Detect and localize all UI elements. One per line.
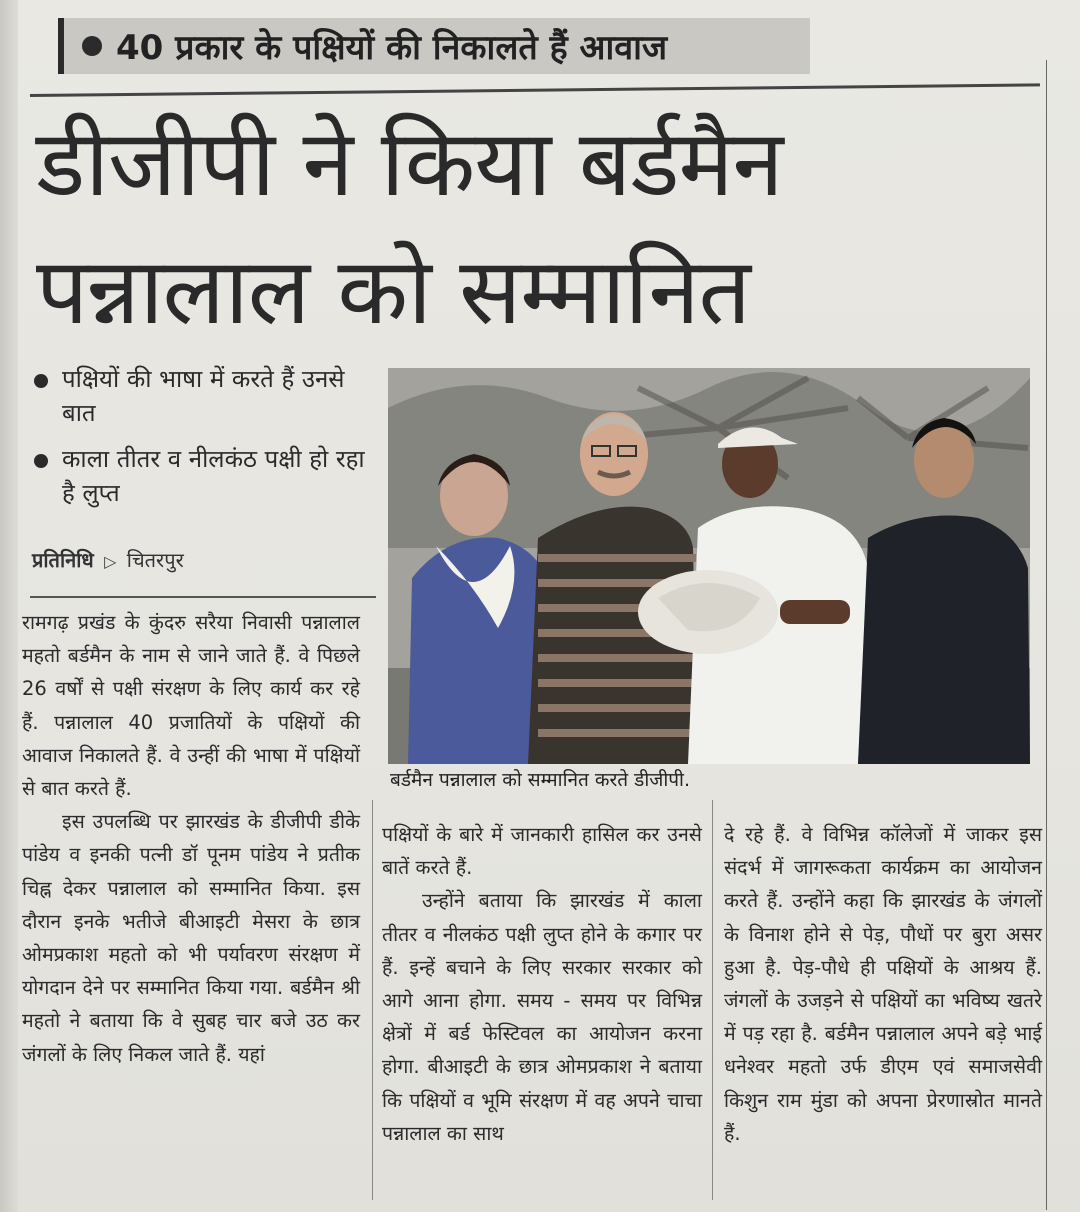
byline-author: प्रतिनिधि — [32, 548, 94, 572]
article-column-1 — [22, 606, 360, 1071]
photo-caption: बर्डमैन पन्नालाल को सम्मानित करते डीजीपी. — [390, 769, 691, 791]
byline-place: चितरपुर — [126, 548, 184, 572]
paragraph: पक्षियों के बारे में जानकारी हासिल कर उनसे बातें करते हैं. — [382, 823, 702, 880]
photo-illustration — [388, 368, 1030, 764]
headline-line-2: पन्नालाल को सम्मानित — [36, 238, 750, 345]
bullet-icon — [34, 374, 48, 388]
byline — [32, 546, 378, 573]
paragraph: रामगढ़ प्रखंड के कुंदरु सरैया निवासी पन्नालाल महतो बर्डमैन के नाम से जाने जाते हैं. वे पिछले 26 वर्षों से पक्षी संरक्षण के लिए कार्य कर रहे हैं. पन्नालाल 40 प्रजातियों के पक्षियों की आवाज निकालते हैं. वे उन्हीं की भाषा में पक्षियों से बात करते हैं. — [22, 611, 360, 801]
article-column-3 — [724, 818, 1042, 1150]
news-photo — [388, 368, 1030, 764]
bullet-icon — [34, 454, 48, 468]
subhead-bullet — [34, 362, 374, 430]
triangle-icon: ▷ — [104, 552, 117, 571]
article-column-2 — [382, 818, 702, 1150]
column-divider-right — [1046, 60, 1047, 1210]
column-divider — [712, 800, 713, 1200]
kicker-text: 40 प्रकार के पक्षियों की निकालते हैं आवाज — [116, 28, 668, 68]
paragraph: उन्होंने बताया कि झारखंड में काला तीतर व नीलकंठ पक्षी लुप्त होने के कगार पर हैं. इन्हें बचाने के लिए सरकार सरकार को आगे आना होगा. समय - समय पर विभिन्न क्षेत्रों में बर्ड फेस्टिवल का आयोजन करना होगा. बीआइटी के छात्र ओमप्रकाश ने बताया कि पक्षियों व भूमि संरक्षण में वह अपने चाचा पन्नालाल का साथ — [382, 889, 702, 1145]
headline-line-1: डीजीपी ने किया बर्डमैन — [36, 110, 783, 217]
subhead-bullet-text: काला तीतर व नीलकंठ पक्षी हो रहा है लुप्त — [62, 445, 365, 507]
byline-rule — [30, 596, 376, 598]
subhead-bullets — [34, 362, 374, 522]
subhead-bullet — [34, 442, 374, 510]
column-divider — [372, 800, 373, 1200]
kicker-bullet-icon — [82, 36, 102, 56]
left-page-margin — [0, 0, 18, 1212]
kicker-bar — [58, 18, 810, 74]
paragraph: इस उपलब्धि पर झारखंड के डीजीपी डीके पांडेय व इनकी पत्नी डॉ पूनम पांडेय ने प्रतीक चिह्न देकर पन्नालाल को सम्मानित किया. इस दौरान इनके भतीजे बीआइटी मेसरा के छात्र ओमप्रकाश महतो को भी पर्यावरण संरक्षण में योगदान देने पर सम्मानित किया गया. बर्डमैन श्री महतो ने बताया कि वे सुबह चार बजे उठ कर जंगलों के लिए निकल जाते हैं. यहां — [22, 810, 360, 1066]
paragraph: दे रहे हैं. वे विभिन्न कॉलेजों में जाकर इस संदर्भ में जागरूकता कार्यक्रम का आयोजन करते हैं. उन्होंने कहा कि झारखंड के जंगलों के विनाश होने से पेड़, पौधों पर बुरा असर हुआ है. पेड़-पौधे ही पक्षियों के आश्रय हैं. जंगलों के उजड़ने से पक्षियों का भविष्य खतरे में पड़ रहा है. बर्डमैन पन्नालाल अपने बड़े भाई धनेश्वर महतो उर्फ डीएम एवं समाजसेवी किशुन राम मुंडा को अपना प्रेरणास्रोत मानते हैं. — [724, 823, 1042, 1145]
subhead-bullet-text: पक्षियों की भाषा में करते हैं उनसे बात — [62, 365, 345, 427]
